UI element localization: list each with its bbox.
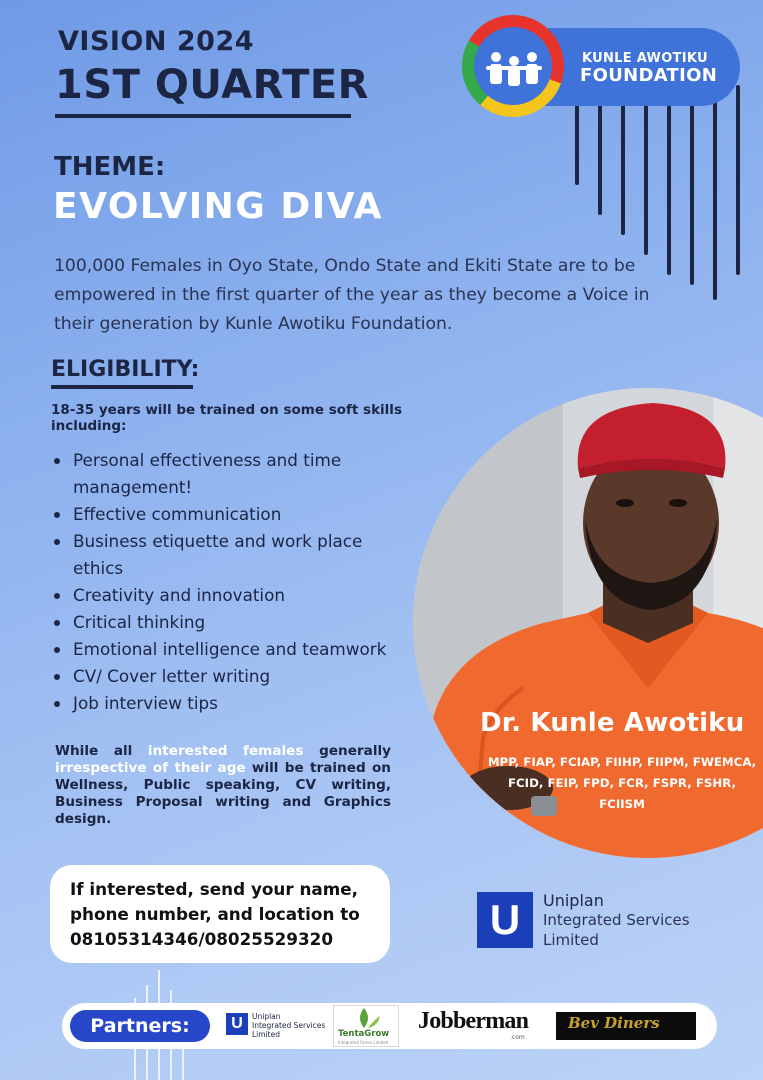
vision-heading: VISION 2024 xyxy=(58,26,255,57)
paragraph-part: will be trained on Wellness, Public speaking, CV writing, Business Proposal writing and Graphics design. xyxy=(55,760,391,827)
list-item: Personal effectiveness and time management! xyxy=(52,447,402,501)
person-name: Dr. Kunle Awotiku xyxy=(480,708,745,738)
list-item: Emotional intelligence and teamwork xyxy=(52,636,402,663)
quarter-heading: 1ST QUARTER xyxy=(55,62,369,108)
eligibility-title: ELIGIBILITY: xyxy=(51,357,200,382)
partner-uniplan-line: Integrated Services xyxy=(252,1021,326,1030)
training-paragraph xyxy=(55,743,391,828)
contact-phone: 08105314346/08025529320 xyxy=(70,929,334,949)
person-credentials: MPP, FIAP, FCIAP, FIIHP, FIIPM, FWEMCA, FCID, FEIP, FPD, FCR, FSPR, FSHR, FCIISM xyxy=(487,755,757,811)
list-item: Business etiquette and work place ethics xyxy=(52,528,402,582)
partner-uniplan-line: Uniplan xyxy=(252,1012,281,1021)
eligibility-underline xyxy=(51,385,193,389)
paragraph-highlight: irrespective of their age xyxy=(55,760,246,776)
list-item: Creativity and innovation xyxy=(52,582,402,609)
partner-bev-name: Bev Diners xyxy=(568,1014,660,1032)
skills-list xyxy=(52,447,402,717)
contact-box xyxy=(50,865,390,963)
partner-uniplan-logo: U xyxy=(226,1013,248,1035)
contact-line: If interested, send your name, xyxy=(70,879,358,899)
logo-text-foundation: FOUNDATION xyxy=(580,65,718,86)
list-item: CV/ Cover letter writing xyxy=(52,663,402,690)
partner-tentagrow-sub: Integrated Farms Limited xyxy=(338,1040,389,1045)
uniplan-name: Uniplan xyxy=(543,891,604,910)
theme-name: EVOLVING DIVA xyxy=(53,186,383,227)
foundation-logo xyxy=(462,15,742,117)
theme-label: THEME: xyxy=(54,152,166,182)
partner-tentagrow-name: TentaGrow xyxy=(338,1029,390,1039)
list-item: Critical thinking xyxy=(52,609,402,636)
partner-jobberman-sub: .com xyxy=(510,1034,525,1041)
eligibility-description: 18-35 years will be trained on some soft skills including: xyxy=(51,402,402,434)
people-icon xyxy=(486,51,542,91)
paragraph-part: generally xyxy=(303,743,392,759)
uniplan-logo: U xyxy=(477,892,533,948)
heading-underline xyxy=(55,114,351,118)
partners-label: Partners: xyxy=(70,1010,210,1042)
paragraph-part: While all xyxy=(55,743,148,759)
intro-text: 100,000 Females in Oyo State, Ondo State and Ekiti State are to be empowered in the first quarter of the year as they become a Voice in their generation by Kunle Awotiku Foundation. xyxy=(54,256,650,334)
logo-text-name: KUNLE AWOTIKU xyxy=(582,51,708,66)
uniplan-subtitle: Integrated Services xyxy=(543,911,690,929)
leaf-icon xyxy=(334,1006,398,1030)
uniplan-subtitle: Limited xyxy=(543,931,599,949)
partner-uniplan-text xyxy=(252,1012,325,1039)
list-item: Job interview tips xyxy=(52,690,402,717)
partner-jobberman: Jobberman xyxy=(418,1008,529,1034)
contact-line: phone number, and location to xyxy=(70,904,360,924)
list-item: Effective communication xyxy=(52,501,402,528)
paragraph-highlight: interested females xyxy=(147,743,304,759)
partner-uniplan-line: Limited xyxy=(252,1030,280,1039)
